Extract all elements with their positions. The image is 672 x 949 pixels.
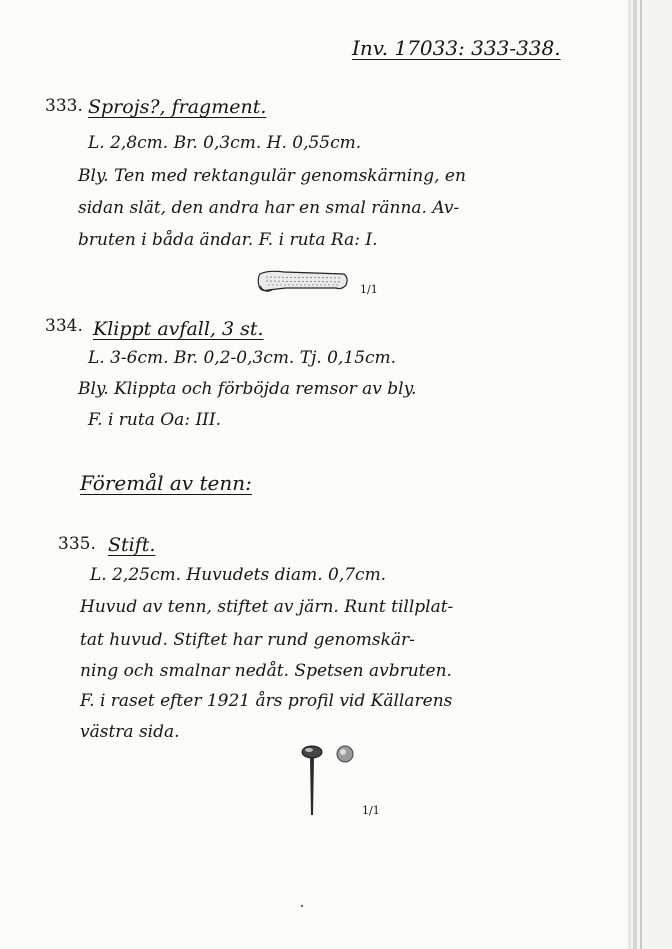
- section-heading: Föremål av tenn:: [80, 471, 252, 495]
- ink-dot: [301, 905, 303, 907]
- page-edge: [633, 0, 637, 949]
- entry-line: F. i raset efter 1921 års profil vid Källarens: [80, 691, 453, 711]
- entry-line: Bly. Klippta och förböjda remsor av bly.: [78, 379, 417, 399]
- entry-line: Huvud av tenn, stiftet av järn. Runt tillplat-: [80, 597, 454, 617]
- entry-title: Sprojs?, fragment.: [88, 96, 267, 118]
- entry-line: F. i ruta Oa: III.: [88, 410, 221, 430]
- scale-label: 1/1: [360, 283, 378, 296]
- entry-title: Stift.: [108, 534, 156, 556]
- entry-line: tat huvud. Stiftet har rund genomskär-: [80, 630, 415, 650]
- entry-line: L. 3-6cm. Br. 0,2-0,3cm. Tj. 0,15cm.: [88, 348, 397, 368]
- entry-line: ning och smalnar nedåt. Spetsen avbruten.: [80, 661, 452, 681]
- entry-line: västra sida.: [80, 722, 180, 742]
- entry-number: 335.: [58, 534, 96, 554]
- entry-number: 333.: [45, 96, 83, 116]
- page-edge: [628, 0, 631, 949]
- fragment-sketch-icon: [256, 268, 351, 298]
- entry-line: L. 2,25cm. Huvudets diam. 0,7cm.: [90, 565, 387, 585]
- entry-title: Klippt avfall, 3 st.: [93, 318, 264, 340]
- pin-sketch-icon: [298, 743, 358, 823]
- entry-number: 334.: [45, 316, 83, 336]
- entry-line: Bly. Ten med rektangulär genomskärning, en: [78, 166, 466, 186]
- entry-line: L. 2,8cm. Br. 0,3cm. H. 0,55cm.: [88, 133, 362, 153]
- scale-label: 1/1: [362, 804, 380, 817]
- inventory-header: Inv. 17033: 333-338.: [352, 36, 561, 60]
- entry-line: sidan slät, den andra har en smal ränna. Av-: [78, 198, 460, 218]
- entry-line: bruten i båda ändar. F. i ruta Ra: I.: [78, 230, 378, 250]
- page-edge: [640, 0, 642, 949]
